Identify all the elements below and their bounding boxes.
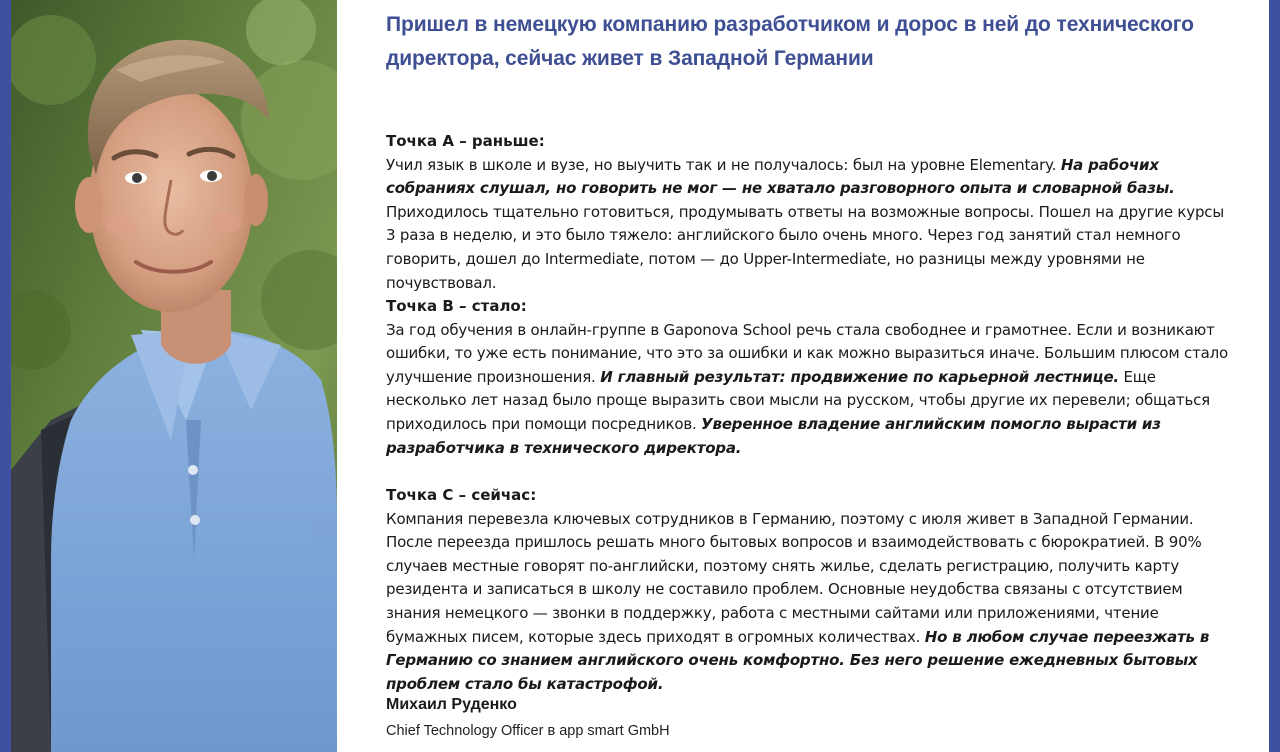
paragraph-text: Еще несколько лет назад было проще выразить свои мысли на русском, чтобы другие их перевели; общаться приходилось при помощи посредников. <box>386 367 1210 433</box>
paragraph-text: Компания перевезла ключевых сотрудников в Германию, поэтому с июля живет в Западной Германии. После переезда пришлось решать много бытовых вопросов и взаимодействовать с бюрократией. В 90% случаев местные говорят по-английски, поэтому снять жилье, сделать регистрацию, получить карту резидента и записаться в школу не составило проблем. Основные неудобства связаны с отсутствием знания немецкого — звонки в поддержку, работа с местными сайтами или приложениями, чтение бумажных писем, которые здесь приходят в огромных количествах. <box>386 509 1202 646</box>
emphasis-text: И главный результат: продвижение по карьерной лестнице. <box>600 367 1119 386</box>
emphasis-text: Уверенное владение английским помогло вырасти из разработчика в технического директора. <box>386 414 1161 457</box>
author-role: Chief Technology Officer в app smart GmbH <box>386 723 670 739</box>
headline: Пришел в немецкую компанию разработчиком и дорос в ней до технического директора, сейчас живет в Западной Германии <box>386 13 1194 70</box>
testimonial-content <box>386 8 1236 739</box>
emphasis-text: Но в любом случае переезжать в Германию со знанием английского очень комфортно. Без него решение ежедневных бытовых проблем стало бы катастрофой. <box>386 627 1210 693</box>
author-name: Михаил Руденко <box>386 696 517 713</box>
signature <box>386 694 1236 742</box>
emphasis-text: На рабочих собраниях слушал, но говорить не мог — не хватало разговорного опыта и словарной базы. <box>386 155 1175 198</box>
section-title: Точка В – стало: <box>386 297 527 315</box>
section-paragraph <box>386 154 1236 296</box>
section-paragraph <box>386 319 1236 461</box>
section-point-a <box>386 130 1236 295</box>
frame-left-border <box>0 0 11 752</box>
section-title: Точка С – сейчас: <box>386 486 537 504</box>
portrait-photo <box>11 0 337 752</box>
frame-right-border <box>1269 0 1280 752</box>
section-point-b <box>386 295 1236 460</box>
section-paragraph <box>386 508 1236 697</box>
section-title: Точка А – раньше: <box>386 132 545 150</box>
paragraph-text: За год обучения в онлайн-группе в Gaponova School речь стала свободнее и грамотнее. Если и возникают ошибки, то уже есть понимание, что это за ошибки и как можно выразиться иначе. Большим плюсом стало улучшение произношения. <box>386 320 1228 386</box>
paragraph-text: Учил язык в школе и вузе, но выучить так и не получалось: был на уровне Elementary. <box>386 155 1061 174</box>
section-point-c <box>386 484 1236 696</box>
paragraph-text: Приходилось тщательно готовиться, продумывать ответы на возможные вопросы. Пошел на другие курсы 3 раза в неделю, и это было тяжело: английского было очень много. Через год занятий стал немного говорить, дошел до Intermediate, потом — до Upper-Intermediate, но разницы между уровнями не почувствовал. <box>386 202 1224 292</box>
